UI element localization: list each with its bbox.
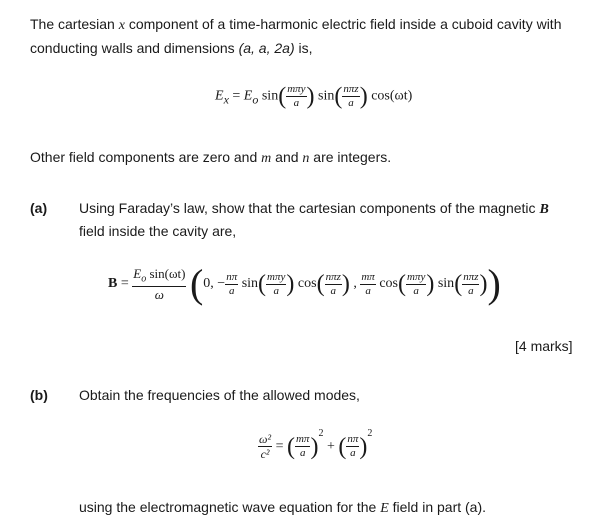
mpi-over-a [295, 434, 310, 459]
eo-sub: o [141, 273, 147, 285]
var-e: E [380, 501, 389, 516]
frac-den: a [350, 447, 356, 460]
frac-npiz [325, 272, 342, 297]
ex-symbol: E [215, 88, 224, 104]
var-x: x [118, 18, 125, 33]
frac-den: a [413, 284, 419, 297]
mpi-over-a [360, 272, 375, 297]
frac-mpiy [406, 272, 426, 297]
paren: ( [454, 271, 463, 297]
equation-omega [258, 428, 372, 460]
sin-1: sin [261, 88, 279, 104]
frac-num: nπz [325, 270, 341, 283]
frac-den: a [273, 284, 279, 297]
part-a-text: Using Faraday’s law, show that the cartesian components of the magnetic [79, 200, 540, 216]
cos: cos [379, 276, 398, 292]
bottom-text: using the electromagnetic wave equation for the [79, 499, 381, 515]
prefactor-fraction [132, 267, 186, 301]
frac-den: a [348, 97, 354, 109]
sin-omega-t: sin(ωt) [146, 266, 186, 282]
sin: sin [437, 276, 455, 292]
intro-line-1 [30, 15, 561, 35]
frac-num: nπz [463, 270, 479, 283]
paren: ( [286, 433, 295, 460]
frac-den: a [228, 284, 235, 297]
part-b-text: Obtain the frequencies of the allowed modes, [79, 387, 360, 403]
zero-component: 0, − [203, 276, 226, 292]
fraction-2 [342, 84, 359, 109]
paren: ( [398, 271, 406, 297]
intro-text-cont: component of a time-harmonic electric field inside a cuboid cavity with [124, 16, 562, 32]
paren: ) [341, 271, 350, 297]
intro-text-2-end: is, [294, 40, 313, 56]
paren: ( [338, 433, 347, 460]
paren: ) [306, 83, 315, 110]
sin-2: sin [318, 88, 335, 104]
part-b-label: (b) [30, 387, 48, 403]
var-m: m [261, 151, 272, 166]
paren: ) [359, 83, 368, 110]
b-symbol: B [108, 276, 118, 292]
paren: ( [316, 271, 325, 297]
equals: = [117, 276, 133, 292]
paren: ) [310, 433, 319, 460]
frac-num: ω² [259, 432, 272, 447]
npi-over-a [225, 272, 238, 297]
eo-symbol: E [133, 266, 142, 282]
other-text-end: are integers. [309, 149, 392, 165]
eo-symbol: E [243, 88, 253, 104]
frac-den: a [299, 447, 306, 460]
equation-ex [215, 84, 412, 109]
square-exponent: 2 [318, 428, 324, 439]
big-paren: ) [487, 261, 501, 306]
plus: + [323, 439, 339, 454]
frac-num: mπ [361, 270, 375, 283]
part-a-marks: [4 marks] [515, 338, 573, 354]
paren: ( [278, 83, 287, 110]
paren: ) [479, 271, 488, 297]
intro-line-2 [30, 39, 313, 57]
square-exponent: 2 [367, 428, 373, 439]
eo-sub: o [252, 92, 259, 107]
part-a-line-1 [79, 199, 549, 219]
frac-npiz [462, 272, 479, 297]
frac-num: nπ [347, 433, 359, 446]
equals: = [228, 88, 244, 104]
bottom-text-end: field in part (a). [388, 499, 487, 515]
npi-over-a [346, 434, 359, 459]
frac-num: nπ [226, 270, 238, 283]
frac-num: nπz [343, 83, 359, 95]
ex-sub: x [223, 92, 229, 107]
other-text: Other field components are zero and [30, 149, 262, 165]
cos-term: cos(ωt) [371, 88, 413, 104]
paren: ) [286, 271, 295, 297]
var-b: B [539, 202, 549, 217]
frac-den: c² [260, 447, 270, 462]
intro-text: The cartesian [30, 16, 119, 32]
frac-num: mπ [295, 433, 310, 446]
cos: cos [297, 276, 317, 292]
intro-text-2: conducting walls and dimensions [30, 40, 239, 56]
frac-num: mπy [407, 270, 426, 283]
frac-den: a [365, 284, 371, 297]
equals: = [272, 439, 287, 454]
paren: ( [258, 271, 267, 297]
frac-mpiy [266, 272, 286, 297]
other-components-line [30, 148, 391, 168]
comma: , [349, 276, 361, 292]
prefactor-den: ω [154, 286, 164, 302]
var-n: n [302, 151, 310, 166]
omega-over-c [258, 433, 272, 460]
frac-den: a [330, 284, 336, 297]
frac-den: a [468, 284, 474, 297]
prefactor-num [132, 267, 186, 287]
frac-num: mπy [287, 83, 306, 95]
big-paren: ( [189, 261, 204, 306]
cavity-dimensions: (a, a, 2a) [238, 40, 295, 56]
other-text-and: and [271, 149, 303, 165]
fraction-1 [286, 84, 306, 109]
part-b-bottom-line [79, 498, 486, 518]
frac-den: a [293, 97, 300, 109]
part-a-line-2: field inside the cavity are, [79, 223, 237, 239]
part-a-label: (a) [30, 200, 48, 216]
paren: ) [359, 433, 368, 460]
equation-b [108, 261, 501, 306]
frac-num: mπy [267, 270, 286, 283]
paren: ( [334, 83, 343, 110]
paren: ) [426, 271, 435, 297]
sin: sin [241, 276, 259, 292]
